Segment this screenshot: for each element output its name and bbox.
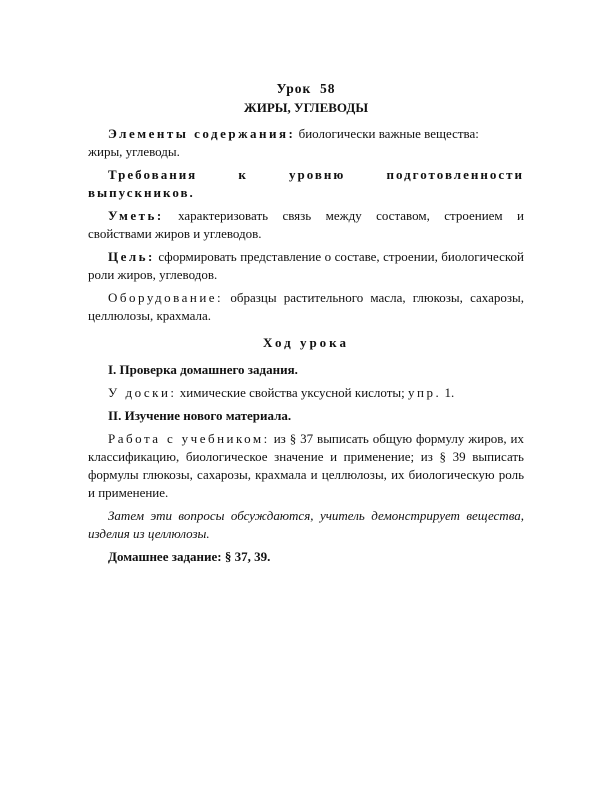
document-content	[88, 80, 524, 566]
skills-label: Уметь:	[108, 208, 164, 223]
goal-label: Цель:	[108, 249, 155, 264]
requirements-word-2: к	[238, 167, 248, 182]
lesson-topic: ЖИРЫ, УГЛЕВОДЫ	[243, 100, 369, 115]
content-elements-text: биологически важные вещества:	[295, 126, 479, 141]
content-elements-line2: жиры, углеводы.	[88, 144, 180, 159]
lesson-number: Урок 58	[276, 81, 336, 96]
textbook-work-paragraph	[88, 430, 524, 502]
content-elements-paragraph	[88, 125, 524, 143]
section2-title: II. Изучение нового материала.	[108, 408, 292, 423]
exercise-label: упр.	[408, 385, 442, 400]
textbook-work-label: Работа с учебником:	[108, 431, 270, 446]
requirements-word-1: Требования	[108, 167, 198, 182]
content-elements-label: Элементы содержания:	[108, 126, 296, 141]
board-label: У доски:	[108, 385, 177, 400]
board-paragraph	[88, 384, 524, 402]
goal-paragraph	[88, 248, 524, 284]
goal-text: сформировать представление о составе, строении, биологической роли жиров, углеводов.	[88, 249, 524, 282]
equipment-label: Оборудование:	[108, 290, 224, 305]
homework-line: Домашнее задание: § 37, 39.	[108, 549, 271, 564]
skills-text: характеризовать связь между составом, строением и свойствами жиров и углеводов.	[88, 208, 524, 241]
lesson-flow-heading: Ход урока	[263, 335, 349, 350]
requirements-heading	[88, 166, 524, 184]
requirements-word-3: уровню	[288, 167, 346, 182]
exercise-number: 1.	[441, 385, 455, 400]
equipment-paragraph	[88, 289, 524, 325]
skills-paragraph	[88, 207, 524, 243]
textbook-work-text: из § 37 выписать общую формулу жиров, их классификацию, биологическое значение и применение; из § 39 выписать формулы глюкозы, сахарозы, крахмала и целлюлозы, их биологическую роль и применение.	[88, 431, 525, 500]
requirements-heading-line2: выпускников.	[88, 185, 195, 200]
board-text: химические свойства уксусной кислоты;	[176, 385, 409, 400]
section1-title: I. Проверка домашнего задания.	[108, 362, 298, 377]
discussion-paragraph: Затем эти вопросы обсуждаются, учитель демонстрирует вещества, изделия из целлюлозы.	[88, 508, 524, 541]
equipment-text: образцы растительного масла, глюкозы, сахарозы, целлюлозы, крахмала.	[88, 290, 524, 323]
requirements-word-4: подготовленности	[386, 167, 524, 182]
